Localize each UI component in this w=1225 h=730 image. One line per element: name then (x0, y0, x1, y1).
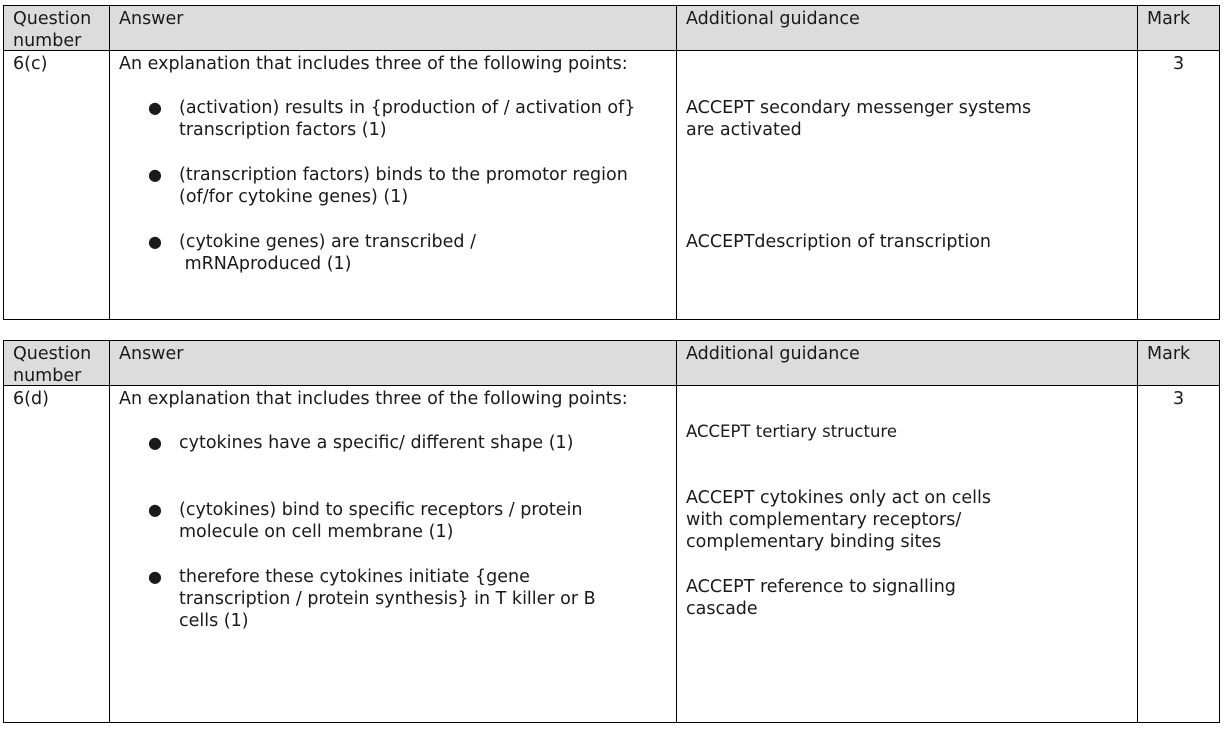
answer-point: cytokines have a specific/ different shape (1) (179, 433, 574, 453)
header-mark: Mark (1147, 9, 1191, 29)
column-divider (676, 341, 677, 722)
header-answer: Answer (119, 9, 184, 29)
guidance-note: ACCEPT cytokines only act on cells (686, 488, 991, 508)
guidance-note: cascade (686, 599, 758, 619)
guidance-note: with complementary receptors/ (686, 510, 962, 530)
table-header (4, 6, 1219, 51)
column-divider (109, 6, 110, 319)
column-divider (676, 6, 677, 319)
header-question-number: number (13, 31, 82, 51)
header-guidance: Additional guidance (686, 9, 860, 29)
bullet-icon: ● (148, 500, 162, 519)
question-number: 6(d) (13, 389, 49, 409)
answer-point: (of/for cytokine genes) (1) (179, 187, 409, 207)
answer-point: therefore these cytokines initiate {gene (179, 567, 530, 587)
answer-point: transcription factors (1) (179, 120, 387, 140)
header-question-number: Question (13, 9, 92, 29)
guidance-note: ACCEPT secondary messenger systems (686, 98, 1032, 118)
header-question-number: Question (13, 344, 92, 364)
guidance-note: ACCEPT reference to signalling (686, 577, 956, 597)
answer-intro: An explanation that includes three of the following points: (119, 389, 628, 409)
bullet-icon: ● (148, 98, 162, 117)
answer-point: (transcription factors) binds to the promotor region (179, 165, 628, 185)
header-mark: Mark (1147, 344, 1191, 364)
header-answer: Answer (119, 344, 184, 364)
mark-scheme-table-6c (3, 5, 1220, 320)
header-question-number: number (13, 366, 82, 386)
mark-value: 3 (1173, 54, 1185, 74)
column-divider (1137, 341, 1138, 722)
answer-point: mRNAproduced (1) (179, 254, 352, 274)
header-guidance: Additional guidance (686, 344, 860, 364)
mark-value: 3 (1173, 389, 1185, 409)
answer-point: transcription / protein synthesis} in T killer or B (179, 589, 596, 609)
answer-intro: An explanation that includes three of the following points: (119, 54, 628, 74)
answer-point: cells (1) (179, 611, 249, 631)
answer-point: molecule on cell membrane (1) (179, 522, 454, 542)
question-number: 6(c) (13, 54, 48, 74)
bullet-icon: ● (148, 165, 162, 184)
column-divider (1137, 6, 1138, 319)
answer-point: (cytokine genes) are transcribed / (179, 232, 477, 252)
table-header (4, 341, 1219, 386)
guidance-note: are activated (686, 120, 802, 140)
column-divider (109, 341, 110, 722)
bullet-icon: ● (148, 232, 162, 251)
bullet-icon: ● (148, 567, 162, 586)
guidance-note: complementary binding sites (686, 532, 942, 552)
guidance-note: ACCEPT tertiary structure (686, 422, 897, 441)
guidance-note: ACCEPTdescription of transcription (686, 232, 991, 252)
bullet-icon: ● (148, 433, 162, 452)
answer-point: (cytokines) bind to specific receptors / protein (179, 500, 583, 520)
mark-scheme-table-6d (3, 340, 1220, 723)
answer-point: (activation) results in {production of / activation of} (179, 98, 636, 118)
